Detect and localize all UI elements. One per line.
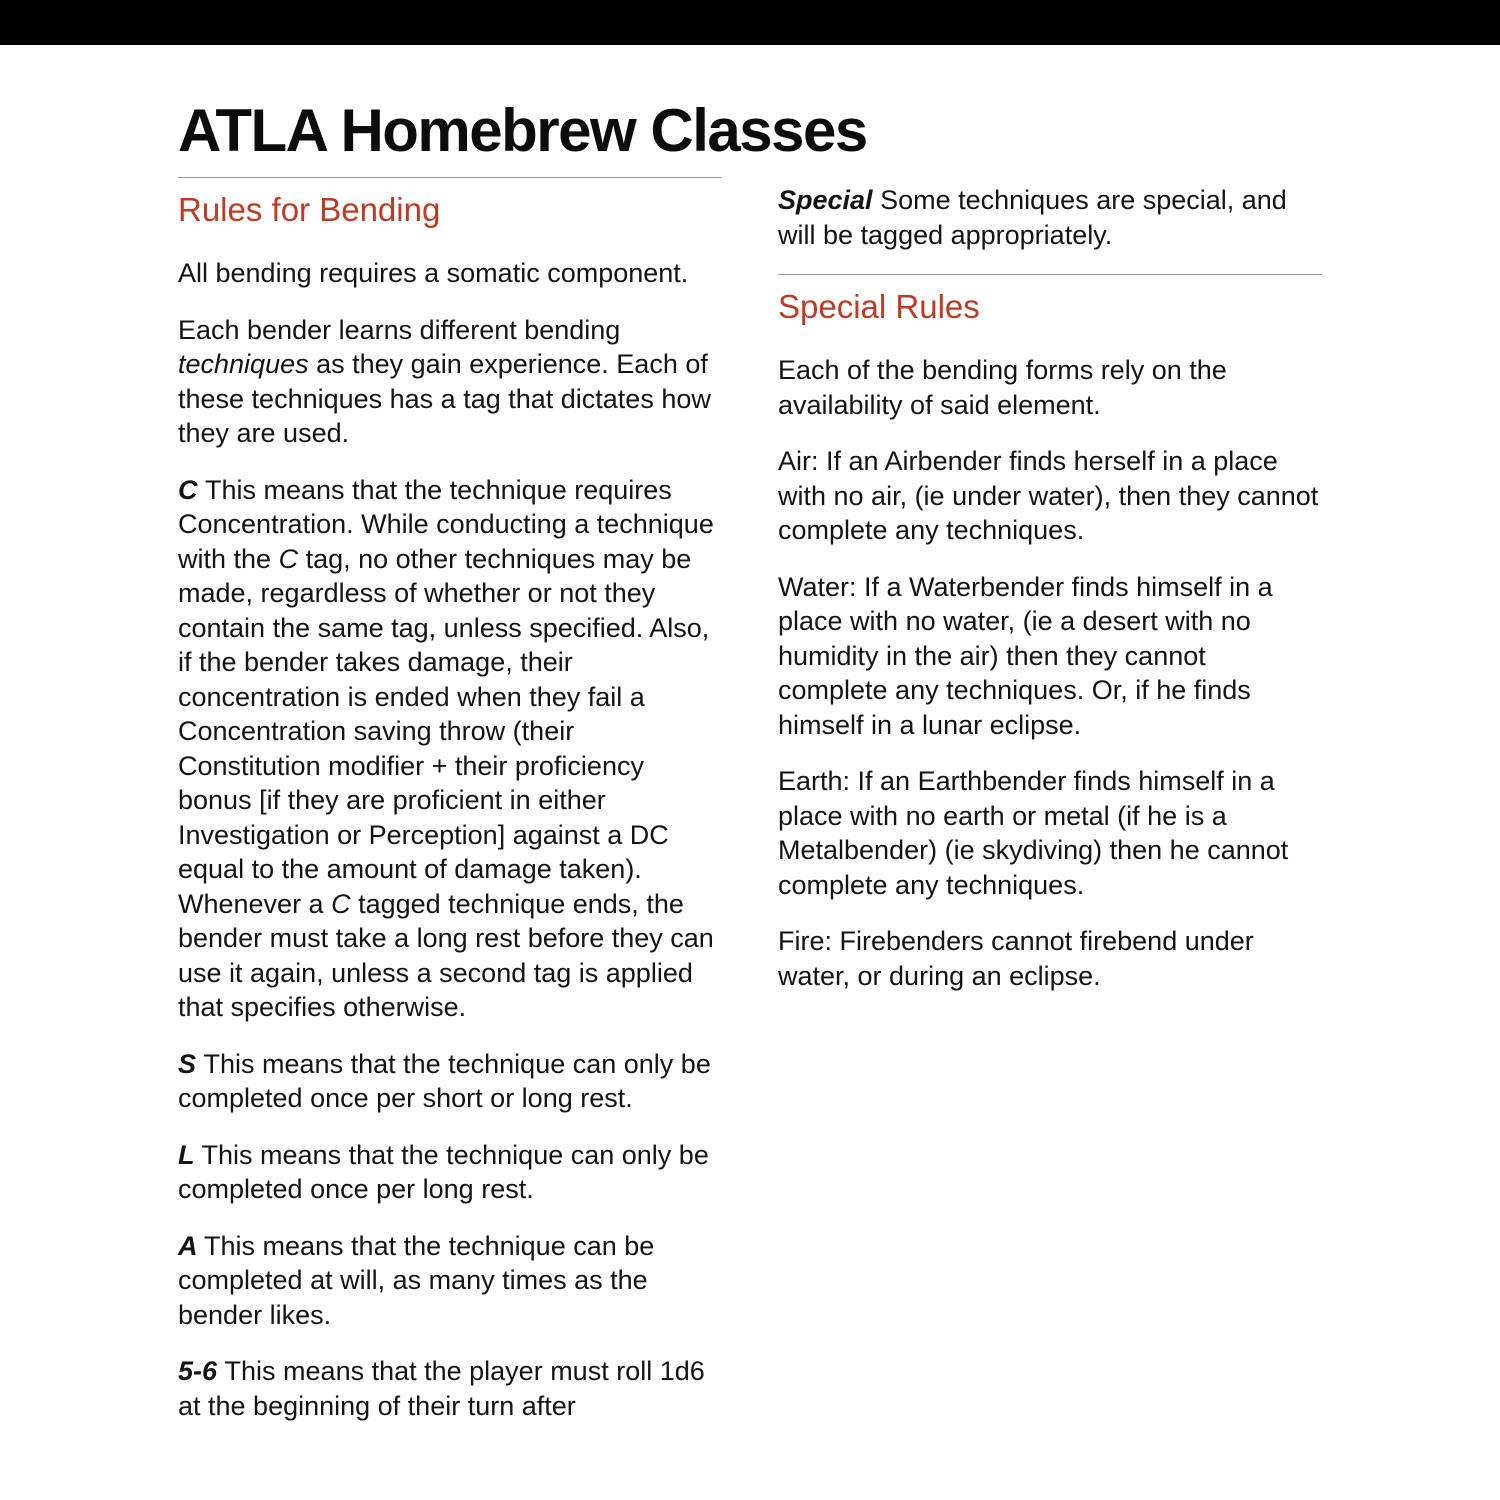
- paragraph-lead: 5-6: [178, 1356, 225, 1386]
- section-heading-rules-for-bending: Rules for Bending: [178, 191, 441, 228]
- paragraph: L This means that the technique can only be completed once per long rest.: [178, 1139, 709, 1204]
- right-column: [778, 177, 1322, 1015]
- viewer-top-bar: [0, 0, 1500, 45]
- paragraph: Water: If a Waterbender finds himself in a place with no water, (ie a desert with no humidity in the air) then they cannot complete any techniques. Or, if he finds himself in a lunar eclipse.: [778, 571, 1273, 740]
- document-page: [0, 45, 1500, 1445]
- columns: [178, 177, 1322, 1445]
- left-column: [178, 177, 722, 1445]
- paragraph: 5-6 This means that the player must roll 1d6 at the beginning of their turn after: [178, 1356, 705, 1421]
- paragraph: All bending requires a somatic component.: [178, 258, 689, 288]
- paragraph-lead: C: [178, 474, 205, 505]
- paragraph: Each of the bending forms rely on the availability of said element.: [778, 355, 1227, 420]
- right-paragraphs: [778, 353, 1322, 993]
- document-title: ATLA Homebrew Classes: [178, 97, 867, 164]
- paragraph: Fire: Firebenders cannot firebend under water, or during an eclipse.: [778, 926, 1254, 991]
- left-paragraphs: [178, 256, 722, 1423]
- section-rule-left: [178, 177, 722, 178]
- paragraph-lead: Special: [778, 185, 881, 215]
- paragraph: Special Some techniques are special, and will be tagged appropriately.: [778, 185, 1287, 250]
- paragraph-lead: A: [178, 1230, 204, 1261]
- paragraph: Earth: If an Earthbender finds himself in a place with no earth or metal (if he is a Metalbender) (ie skydiving) then he cannot complete any techniques.: [778, 766, 1289, 900]
- paragraph: Each bender learns different bending techniques as they gain experience. Each of these techniques has a tag that dictates how they are used.: [178, 314, 711, 448]
- section-rule-right: [778, 274, 1322, 275]
- paragraph: C This means that the technique requires Concentration. While conducting a technique with the C tag, no other techniques may be made, regardless of whether or not they contain the same tag, unless specified. Also, if the bender takes damage, their concentration is ended when they fail a Concentration saving throw (their Constitution modifier + their proficiency bonus [if they are proficient in either Investigation or Perception] against a DC equal to the amount of damage taken). Whenever a C tagged technique ends, the bender must take a long rest before they can use it again, unless a second tag is applied that specifies otherwise.: [178, 474, 714, 1022]
- section-heading-special-rules: Special Rules: [778, 288, 980, 325]
- paragraph: S This means that the technique can only be completed once per short or long rest.: [178, 1048, 711, 1113]
- paragraph: Air: If an Airbender finds herself in a place with no air, (ie under water), then they cannot complete any techniques.: [778, 446, 1319, 545]
- right-intro-paragraph: [778, 177, 1322, 252]
- paragraph: A This means that the technique can be completed at will, as many times as the bender likes.: [178, 1230, 655, 1330]
- paragraph-lead: S: [178, 1048, 204, 1079]
- paragraph-lead: L: [178, 1139, 202, 1170]
